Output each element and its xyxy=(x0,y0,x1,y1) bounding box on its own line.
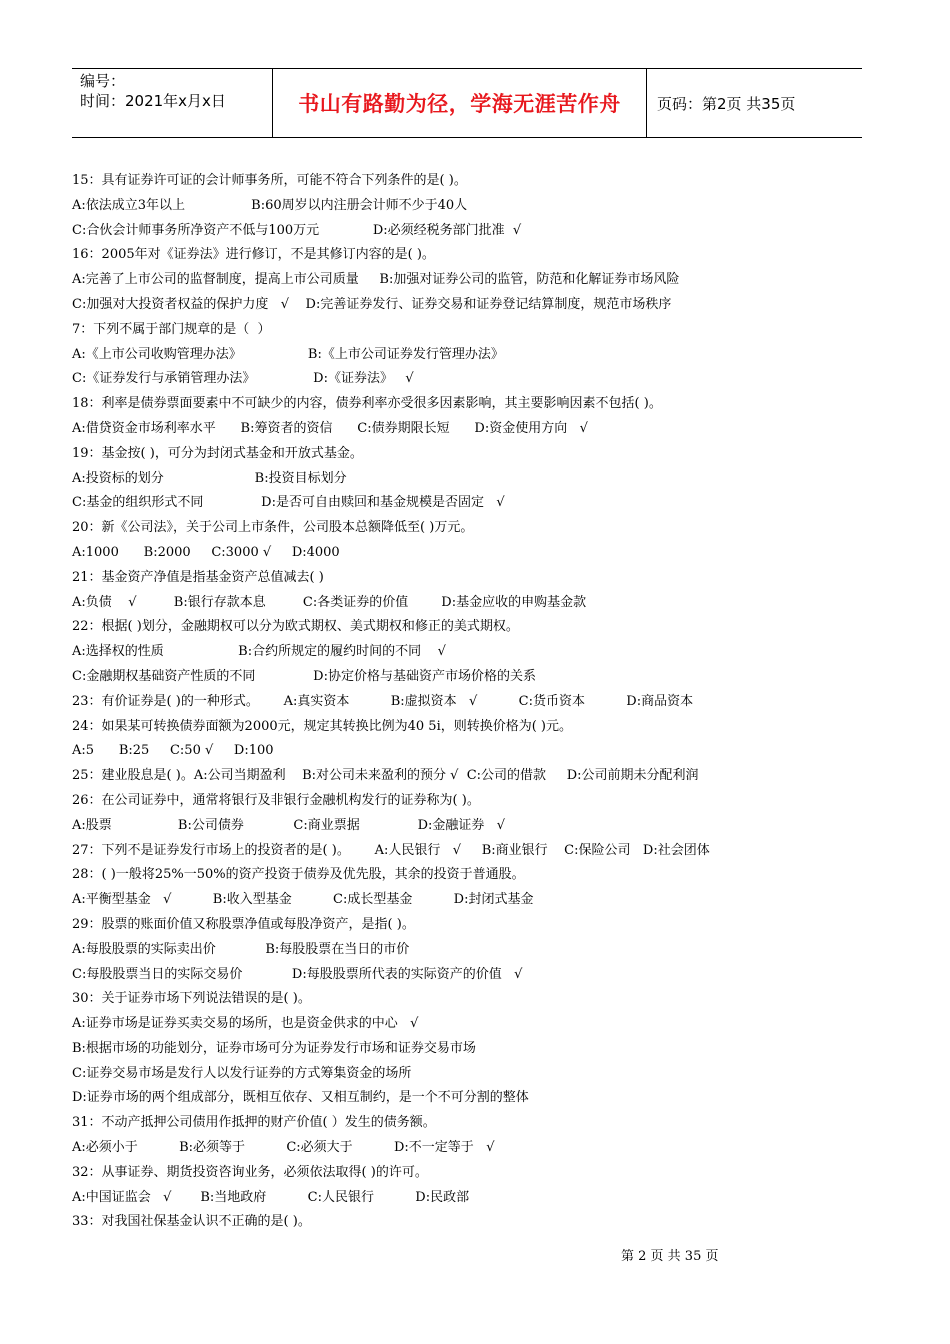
text-line: 26：在公司证券中，通常将银行及非银行金融机构发行的证券称为( )。 xyxy=(72,792,480,808)
text-line: A:《上市公司收购管理办法》 B:《上市公司证券发行管理办法》 xyxy=(72,346,504,362)
text-line: A:每股股票的实际卖出价 B:每股股票在当日的市价 xyxy=(72,941,410,957)
text-line: C:基金的组织形式不同 D:是否可自由赎回和基金规模是否固定 √ xyxy=(72,495,505,511)
text-line: 22：根据( )划分，金融期权可以分为欧式期权、美式期权和修正的美式期权。 xyxy=(72,619,519,635)
text-line: A:1000 B:2000 C:3000 √ D:4000 xyxy=(72,544,340,560)
page-header xyxy=(72,68,862,138)
text-line: C:加强对大投资者权益的保护力度 √ D:完善证券发行、证券交易和证券登记结算制度，规范市场秩序 xyxy=(72,296,672,312)
header-page-info: 页码：第2页 共35页 xyxy=(657,94,796,113)
text-line: B:根据市场的功能划分，证券市场可分为证券发行市场和证券交易市场 xyxy=(72,1040,476,1056)
text-line: A:股票 B:公司债券 C:商业票据 D:金融证券 √ xyxy=(72,817,506,833)
text-line: A:5 B:25 C:50 √ D:100 xyxy=(72,743,274,759)
text-line: 25：建业股息是( )。A:公司当期盈利 B:对公司未来盈利的预分 √ C:公司的借款 D:公司前期未分配利润 xyxy=(72,768,699,784)
text-line: A:借贷资金市场利率水平 B:筹资者的资信 C:债券期限长短 D:资金使用方向 √ xyxy=(72,420,588,436)
text-line: 24：如果某可转换债券面额为2000元，规定其转换比例为40 5i，则转换价格为( )元。 xyxy=(72,718,573,734)
text-line: A:证券市场是证券买卖交易的场所，也是资金供求的中心 √ xyxy=(72,1016,419,1032)
text-line: C:《证券发行与承销管理办法》 D:《证券法》 √ xyxy=(72,371,414,387)
text-line: 18：利率是债券票面要素中不可缺少的内容，债券利率亦受很多因素影响，其主要影响因素不包括( )。 xyxy=(72,396,662,412)
text-line: 32：从事证券、期货投资咨询业务，必须依法取得( )的许可。 xyxy=(72,1164,428,1180)
text-line: 29：股票的账面价值又称股票净值或每股净资产，是指( )。 xyxy=(72,916,415,932)
text-line: A:中国证监会 √ B:当地政府 C:人民银行 D:民政部 xyxy=(72,1189,470,1205)
header-slogan: 书山有路勤为径，学海无涯苦作舟 xyxy=(273,69,647,137)
text-line: 21：基金资产净值是指基金资产总值减去( ) xyxy=(72,569,324,585)
text-line: 15：具有证券许可证的会计师事务所，可能不符合下列条件的是( )。 xyxy=(72,173,467,188)
question-list xyxy=(72,169,872,1235)
number-label: 编号： xyxy=(80,72,126,90)
page-footer: 第 2 页 共 35 页 xyxy=(621,1249,719,1264)
text-line: 31：不动产抵押公司债用作抵押的财产价值( ）发生的债务额。 xyxy=(72,1115,436,1131)
text-line: C:合伙会计师事务所净资产不低与100万元 D:必须经税务部门批准 √ xyxy=(72,222,522,238)
text-line: C:金融期权基础资产性质的不同 D:协定价格与基础资产市场价格的关系 xyxy=(72,668,536,684)
text-line: A:投资标的划分 B:投资目标划分 xyxy=(72,470,347,486)
text-line: A:选择权的性质 B:合约所规定的履约时间的不同 √ xyxy=(72,644,446,660)
text-line: C:每股股票当日的实际交易价 D:每股股票所代表的实际资产的价值 √ xyxy=(72,966,523,982)
text-line: A:依法成立3年以上 B:60周岁以内注册会计师不少于40人 xyxy=(72,197,468,213)
text-line: 27：下列不是证券发行市场上的投资者的是( )。 A:人民银行 √ B:商业银行 C:保险公司 D:社会团体 xyxy=(72,842,710,858)
text-line: 16：2005年对《证券法》进行修订，不是其修订内容的是( )。 xyxy=(72,247,435,263)
time-label: 时间：2021年x月x日 xyxy=(80,92,226,110)
text-line: 33：对我国社保基金认识不正确的是( )。 xyxy=(72,1214,311,1230)
text-line: A:完善了上市公司的监督制度，提高上市公司质量 B:加强对证券公司的监管，防范和化解证券市场风险 xyxy=(72,272,680,288)
text-line: C:证券交易市场是发行人以发行证券的方式筹集资金的场所 xyxy=(72,1065,412,1081)
text-line: 28：( )一般将25%一50%的资产投资于债券及优先股，其余的投资于普通股。 xyxy=(72,867,525,883)
text-line: A:负债 √ B:银行存款本息 C:各类证券的价值 D:基金应收的申购基金款 xyxy=(72,594,587,610)
text-line: 23：有价证券是( )的一种形式。 A:真实资本 B:虚拟资本 √ C:货币资本 D:商品资本 xyxy=(72,693,694,709)
text-line: A:平衡型基金 √ B:收入型基金 C:成长型基金 D:封闭式基金 xyxy=(72,892,534,908)
text-line: 19：基金按( )，可分为封闭式基金和开放式基金。 xyxy=(72,445,363,461)
header-meta xyxy=(72,69,273,137)
text-line: D:证券市场的两个组成部分，既相互依存、又相互制约，是一个不可分割的整体 xyxy=(72,1090,529,1106)
text-line: 20：新《公司法》，关于公司上市条件，公司股本总额降低至( )万元。 xyxy=(72,520,474,536)
text-line: 7：下列不属于部门规章的是（ ） xyxy=(72,321,271,337)
text-line: A:必须小于 B:必须等于 C:必须大于 D:不一定等于 √ xyxy=(72,1140,495,1156)
text-line: 30：关于证券市场下列说法错误的是( )。 xyxy=(72,991,311,1007)
